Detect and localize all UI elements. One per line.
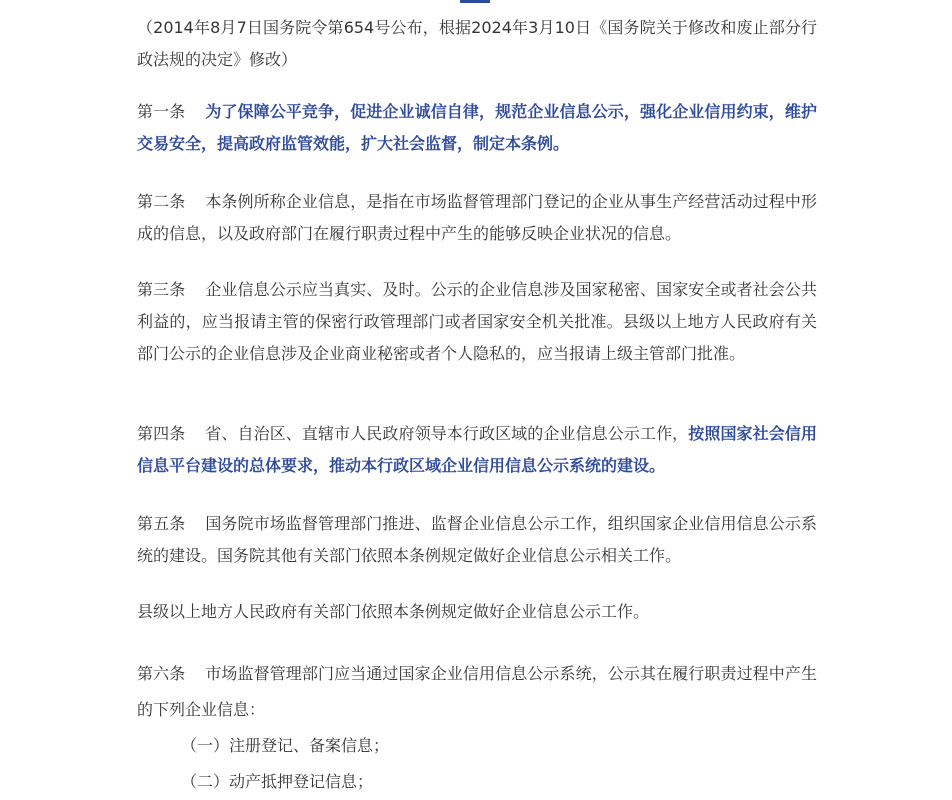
article-6-item-1: （一）注册登记、备案信息； bbox=[181, 736, 390, 755]
article-2-label: 第二条 bbox=[137, 192, 186, 211]
article-6-item-2: （二）动产抵押登记信息； bbox=[181, 772, 374, 791]
article-6 bbox=[137, 656, 817, 728]
article-2-text: 本条例所称企业信息，是指在市场监督管理部门登记的企业从事生产经营活动过程中形成的信息，以及政府部门在履行职责过程中产生的能够反映企业状况的信息。 bbox=[137, 192, 817, 243]
article-4-bold-text: 按照国家社会信用信息平台建设的总体要求，推动本行政区域企业信用信息公示系统的建设。 bbox=[137, 424, 817, 475]
article-3 bbox=[137, 274, 817, 370]
top-accent-bar bbox=[460, 0, 490, 3]
article-6-text: 市场监督管理部门应当通过国家企业信用信息公示系统，公示其在履行职责过程中产生的下列企业信息： bbox=[137, 664, 817, 719]
article-1-bold-text: 为了保障公平竞争，促进企业诚信自律，规范企业信息公示，强化企业信用约束，维护交易安全，提高政府监管效能，扩大社会监督，制定本条例。 bbox=[137, 102, 817, 153]
intro-note: （2014年8月7日国务院令第654号公布，根据2024年3月10日《国务院关于修改和废止部分行政法规的决定》修改） bbox=[137, 18, 817, 69]
article-3-label: 第三条 bbox=[137, 280, 186, 299]
article-5-paragraph-2: 县级以上地方人民政府有关部门依照本条例规定做好企业信息公示工作。 bbox=[137, 602, 650, 621]
article-1-label: 第一条 bbox=[137, 102, 186, 121]
article-3-text: 企业信息公示应当真实、及时。公示的企业信息涉及国家秘密、国家安全或者社会公共利益的，应当报请主管的保密行政管理部门或者国家安全机关批准。县级以上地方人民政府有关部门公示的企业信息涉及企业商业秘密或者个人隐私的，应当报请上级主管部门批准。 bbox=[137, 280, 817, 363]
article-4 bbox=[137, 418, 817, 482]
article-1 bbox=[137, 96, 817, 160]
article-6-label: 第六条 bbox=[137, 664, 186, 683]
article-2 bbox=[137, 186, 817, 250]
article-5-text: 国务院市场监督管理部门推进、监督企业信息公示工作，组织国家企业信用信息公示系统的建设。国务院其他有关部门依照本条例规定做好企业信息公示相关工作。 bbox=[137, 514, 817, 565]
article-5 bbox=[137, 508, 817, 572]
article-5-label: 第五条 bbox=[137, 514, 186, 533]
article-4-text: 省、自治区、直辖市人民政府领导本行政区域的企业信息公示工作， bbox=[205, 424, 689, 443]
article-4-label: 第四条 bbox=[137, 424, 186, 443]
